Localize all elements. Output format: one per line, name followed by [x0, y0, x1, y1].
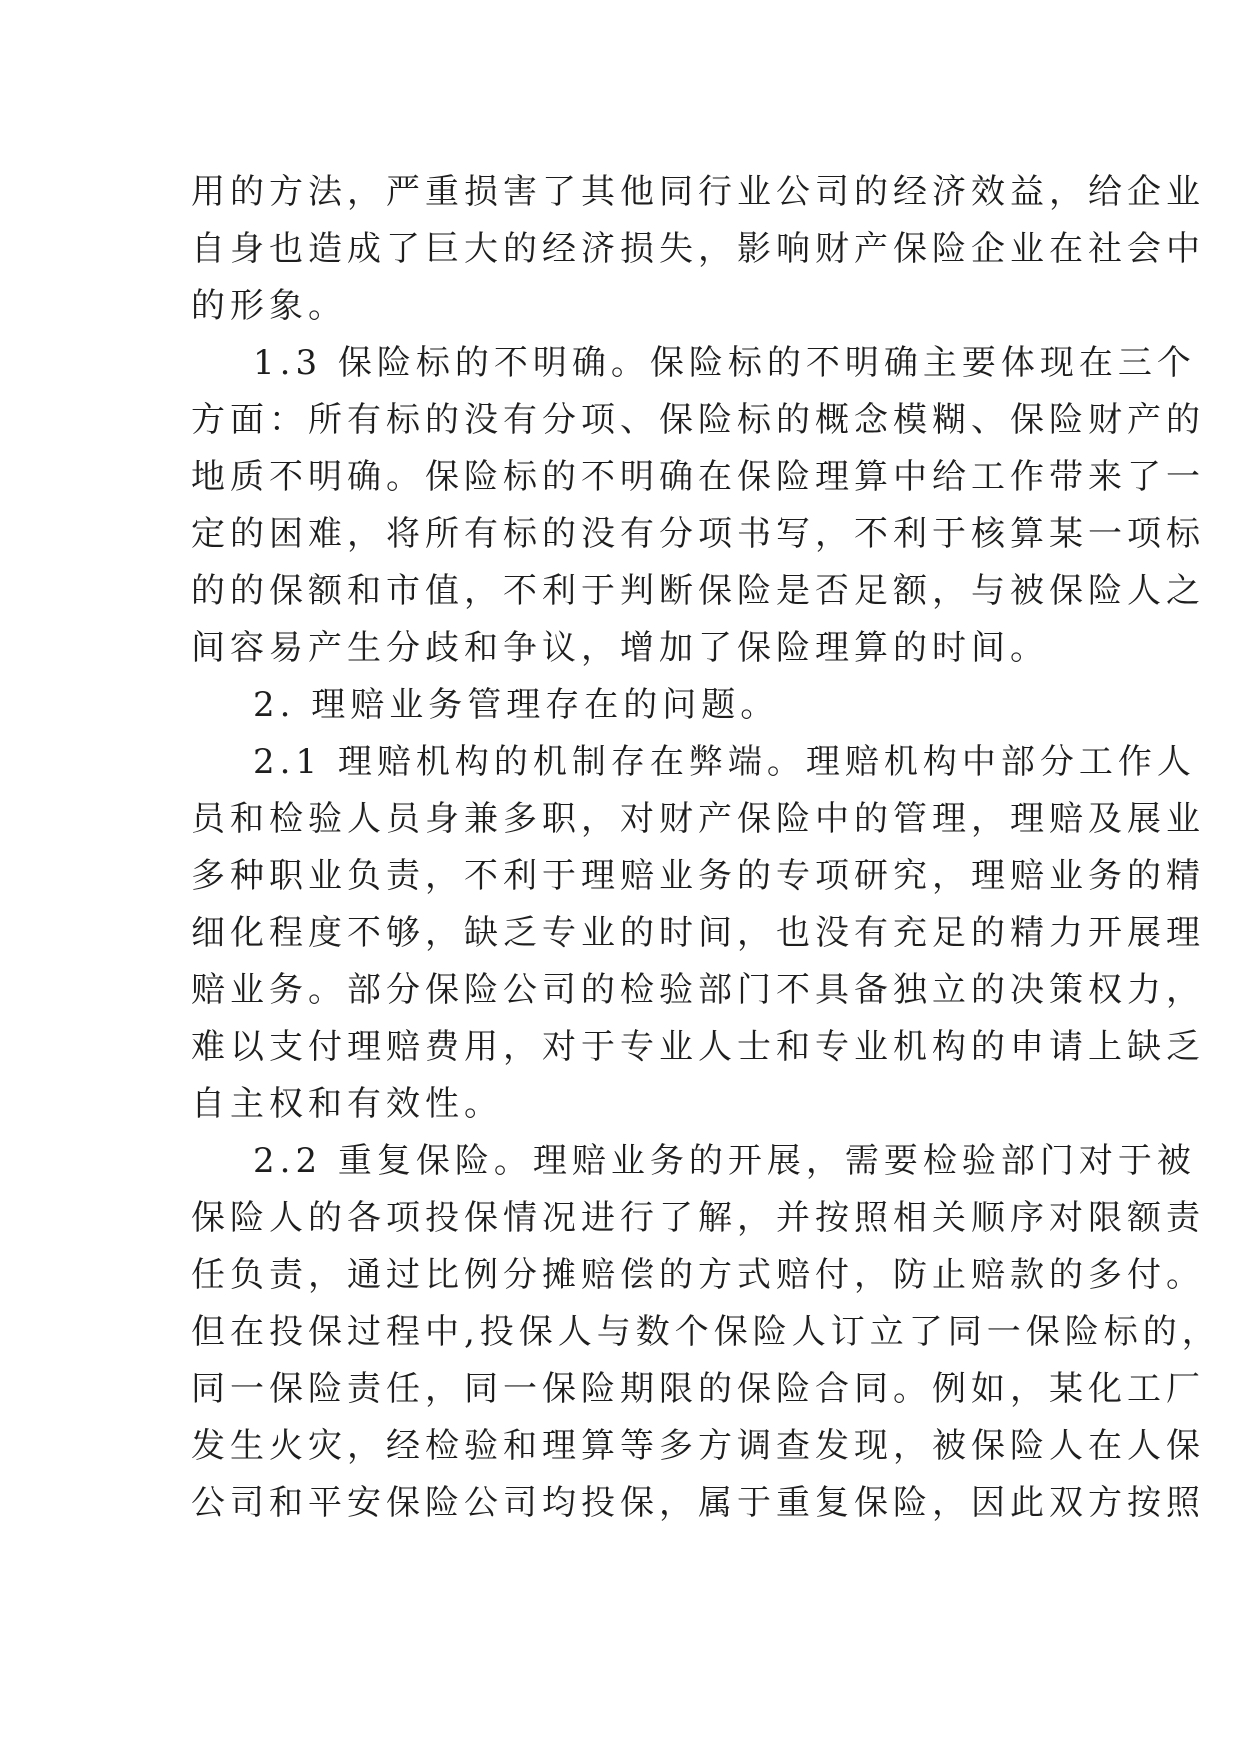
text-line: 方面：所有标的没有分项、保险标的概念模糊、保险财产的 — [191, 400, 1205, 440]
text-line: 用的方法，严重损害了其他同行业公司的经济效益，给企业 — [191, 172, 1205, 212]
text-line: 定的困难，将所有标的没有分项书写，不利于核算某一项标 — [191, 514, 1205, 554]
text-line: 的的保额和市值，不利于判断保险是否足额，与被保险人之 — [191, 571, 1205, 611]
text-line: 间容易产生分歧和争议，增加了保险理算的时间。 — [191, 628, 1049, 668]
text-line: 细化程度不够，缺乏专业的时间，也没有充足的精力开展理 — [191, 913, 1205, 953]
text-line: 员和检验人员身兼多职，对财产保险中的管理，理赔及展业 — [191, 799, 1205, 839]
text-line: 同一保险责任，同一保险期限的保险合同。例如，某化工厂 — [191, 1369, 1205, 1409]
text-line: 任负责，通过比例分摊赔偿的方式赔付，防止赔款的多付。 — [191, 1255, 1205, 1295]
text-line: 2. 理赔业务管理存在的问题。 — [253, 685, 780, 725]
text-line: 保险人的各项投保情况进行了解，并按照相关顺序对限额责 — [191, 1198, 1205, 1238]
text-line: 赔业务。部分保险公司的检验部门不具备独立的决策权力， — [191, 970, 1205, 1010]
text-line: 难以支付理赔费用，对于专业人士和专业机构的申请上缺乏 — [191, 1027, 1205, 1067]
text-line: 公司和平安保险公司均投保，属于重复保险，因此双方按照 — [191, 1483, 1205, 1523]
text-line: 1.3 保险标的不明确。保险标的不明确主要体现在三个 — [253, 343, 1196, 383]
text-line: 2.2 重复保险。理赔业务的开展，需要检验部门对于被 — [253, 1141, 1196, 1181]
text-line: 2.1 理赔机构的机制存在弊端。理赔机构中部分工作人 — [253, 742, 1196, 782]
text-line: 的形象。 — [191, 286, 347, 326]
text-line: 发生火灾，经检验和理算等多方调查发现，被保险人在人保 — [191, 1426, 1205, 1466]
text-line: 但在投保过程中,投保人与数个保险人订立了同一保险标的， — [191, 1312, 1221, 1352]
text-line: 地质不明确。保险标的不明确在保险理算中给工作带来了一 — [191, 457, 1205, 497]
text-line: 多种职业负责，不利于理赔业务的专项研究，理赔业务的精 — [191, 856, 1205, 896]
text-line: 自身也造成了巨大的经济损失，影响财产保险企业在社会中 — [191, 229, 1205, 269]
text-line: 自主权和有效性。 — [191, 1084, 503, 1124]
